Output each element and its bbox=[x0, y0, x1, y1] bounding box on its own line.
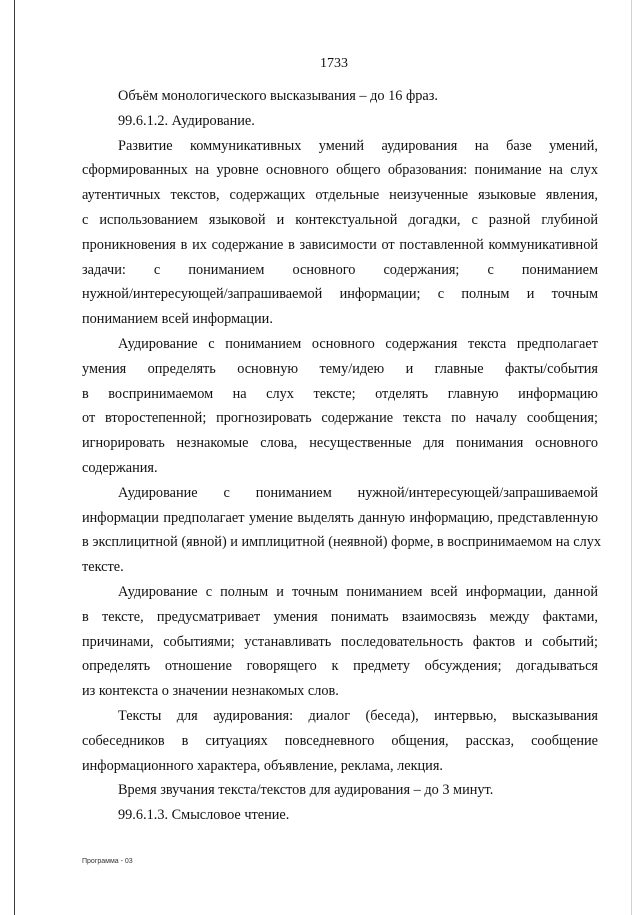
text-line: 99.6.1.3. Смысловое чтение. bbox=[118, 807, 290, 824]
text-line: определять отношение говорящего к предмету обсуждения; догадываться bbox=[82, 658, 598, 675]
text-line: содержания. bbox=[82, 459, 158, 476]
text-line: умения определять основную тему/идею и главные факты/события bbox=[82, 360, 598, 377]
text-line: с использованием языковой и контекстуальной догадки, с разной глубиной bbox=[82, 211, 598, 228]
paragraph bbox=[82, 803, 598, 828]
text-line: проникновения в их содержание в зависимости от поставленной коммуникативной bbox=[82, 236, 598, 253]
text-line: информационного характера, объявление, реклама, лекция. bbox=[82, 757, 443, 774]
text-line: Развитие коммуникативных умений аудирования на базе умений, bbox=[118, 137, 598, 154]
text-line: от второстепенной; прогнозировать содержание текста по началу сообщения; bbox=[82, 410, 598, 427]
text-line: Аудирование с пониманием основного содержания текста предполагает bbox=[118, 335, 598, 352]
text-line: в эксплицитной (явной) и имплицитной (неявной) форме, в воспринимаемом на слух bbox=[82, 534, 602, 551]
text-line: в воспринимаемом на слух тексте; отделять главную информацию bbox=[82, 385, 598, 402]
text-line: в тексте, предусматривает умения понимать взаимосвязь между фактами, bbox=[82, 608, 598, 625]
text-line: Аудирование с пониманием нужной/интересующей/запрашиваемой bbox=[118, 484, 598, 501]
text-line: Объём монологического высказывания – до 16 фраз. bbox=[118, 88, 439, 104]
text-line: из контекста о значении незнакомых слов. bbox=[82, 683, 339, 700]
paragraph bbox=[82, 778, 598, 803]
paragraph bbox=[82, 704, 598, 778]
text-line: Тексты для аудирования: диалог (беседа), интервью, высказывания bbox=[118, 707, 598, 724]
text-line: нужной/интересующей/запрашиваемой информации; с полным и точным bbox=[82, 286, 598, 303]
text-line: причинами, событиями; устанавливать последовательность фактов и событий; bbox=[82, 633, 598, 650]
paragraph bbox=[82, 332, 598, 481]
paragraph bbox=[82, 481, 602, 580]
paragraph bbox=[82, 109, 598, 134]
paragraph bbox=[82, 84, 598, 109]
text-line: 99.6.1.2. Аудирование. bbox=[118, 112, 255, 129]
paragraph bbox=[82, 580, 598, 704]
text-line: игнорировать незнакомые слова, несущественные для понимания основного bbox=[82, 435, 598, 452]
page-left-edge bbox=[14, 0, 15, 915]
page-footer: Программа - 03 bbox=[82, 858, 133, 865]
document-body bbox=[82, 84, 602, 828]
text-line: аутентичных текстов, содержащих отдельные неизученные языковые явления, bbox=[82, 187, 598, 204]
text-line: сформированных на уровне основного общего образования: понимание на слух bbox=[82, 162, 598, 179]
text-line: пониманием всей информации. bbox=[82, 311, 273, 328]
text-line: информации предполагает умение выделять данную информацию, представленную bbox=[82, 509, 598, 526]
text-line: собеседников в ситуациях повседневного общения, рассказ, сообщение bbox=[82, 732, 598, 749]
text-line: Время звучания текста/текстов для аудирования – до 3 минут. bbox=[118, 782, 494, 799]
text-line: задачи: с пониманием основного содержания; с пониманием bbox=[82, 261, 598, 278]
text-line: тексте. bbox=[82, 559, 124, 576]
page-right-edge bbox=[631, 0, 632, 915]
page-number: 1733 bbox=[320, 56, 348, 71]
text-line: Аудирование с полным и точным пониманием всей информации, данной bbox=[118, 583, 598, 600]
paragraph bbox=[82, 134, 598, 332]
